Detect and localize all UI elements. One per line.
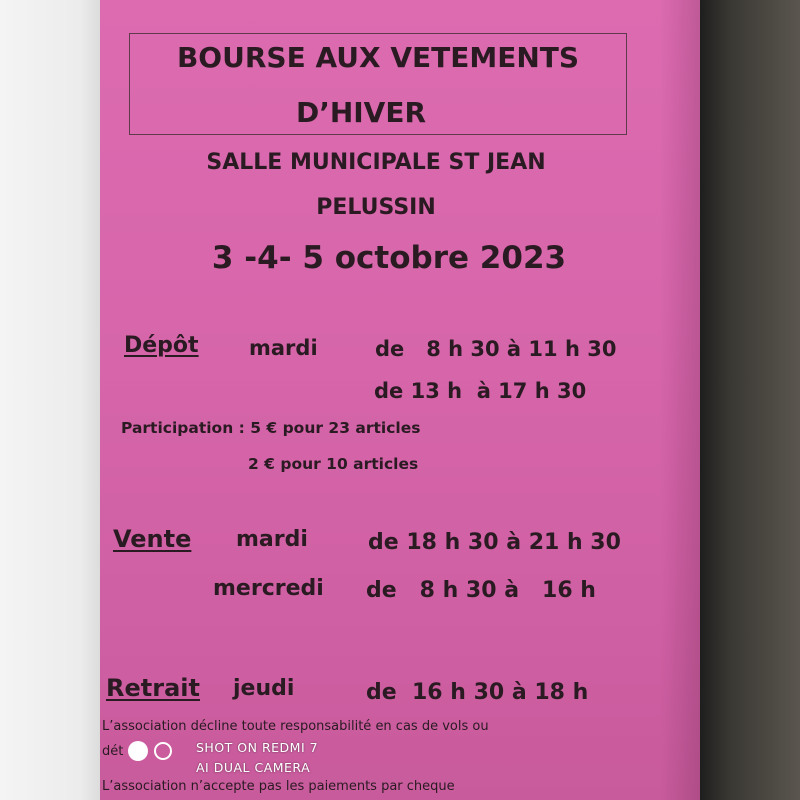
watermark-line-1: SHOT ON REDMI 7 [196,740,319,755]
retrait-time: de 16 h 30 à 18 h [366,680,589,705]
watermark-line-2: AI DUAL CAMERA [196,760,311,775]
venue: SALLE MUNICIPALE ST JEAN [206,150,546,175]
background-right [700,0,800,800]
town: PELUSSIN [316,195,436,220]
poster-paper [100,0,700,800]
depot-day: mardi [249,336,318,360]
vente-time-1: de 18 h 30 à 21 h 30 [368,530,621,555]
participation-line-1: Participation : 5 € pour 23 articles [121,419,421,437]
vente-day-1: mardi [236,527,308,552]
vente-day-2: mercredi [213,576,324,601]
depot-time-2: de 13 h à 17 h 30 [374,379,587,403]
note-line-1: L’association décline toute responsabilité en cas de vols ou [102,719,489,734]
vente-time-2: de 8 h 30 à 16 h [366,578,596,603]
lens-dot-icon [128,741,148,761]
note-line-3: L’association n’accepte pas les paiements par cheque [102,779,455,794]
note-line-2: dét [102,744,124,759]
lens-ring-icon [154,742,172,760]
title-line-1: BOURSE AUX VETEMENTS [176,41,580,74]
title-line-2: D’HIVER [295,96,427,129]
paper-shadow [660,0,700,800]
retrait-label: Retrait [106,674,200,702]
depot-label: Dépôt [124,333,199,358]
background-left [0,0,100,800]
retrait-day: jeudi [233,676,295,701]
camera-watermark-logo [128,741,172,761]
participation-line-2: 2 € pour 10 articles [248,455,419,473]
depot-time-1: de 8 h 30 à 11 h 30 [375,337,617,361]
event-dates: 3 -4- 5 octobre 2023 [211,240,567,276]
vente-label: Vente [113,525,192,553]
